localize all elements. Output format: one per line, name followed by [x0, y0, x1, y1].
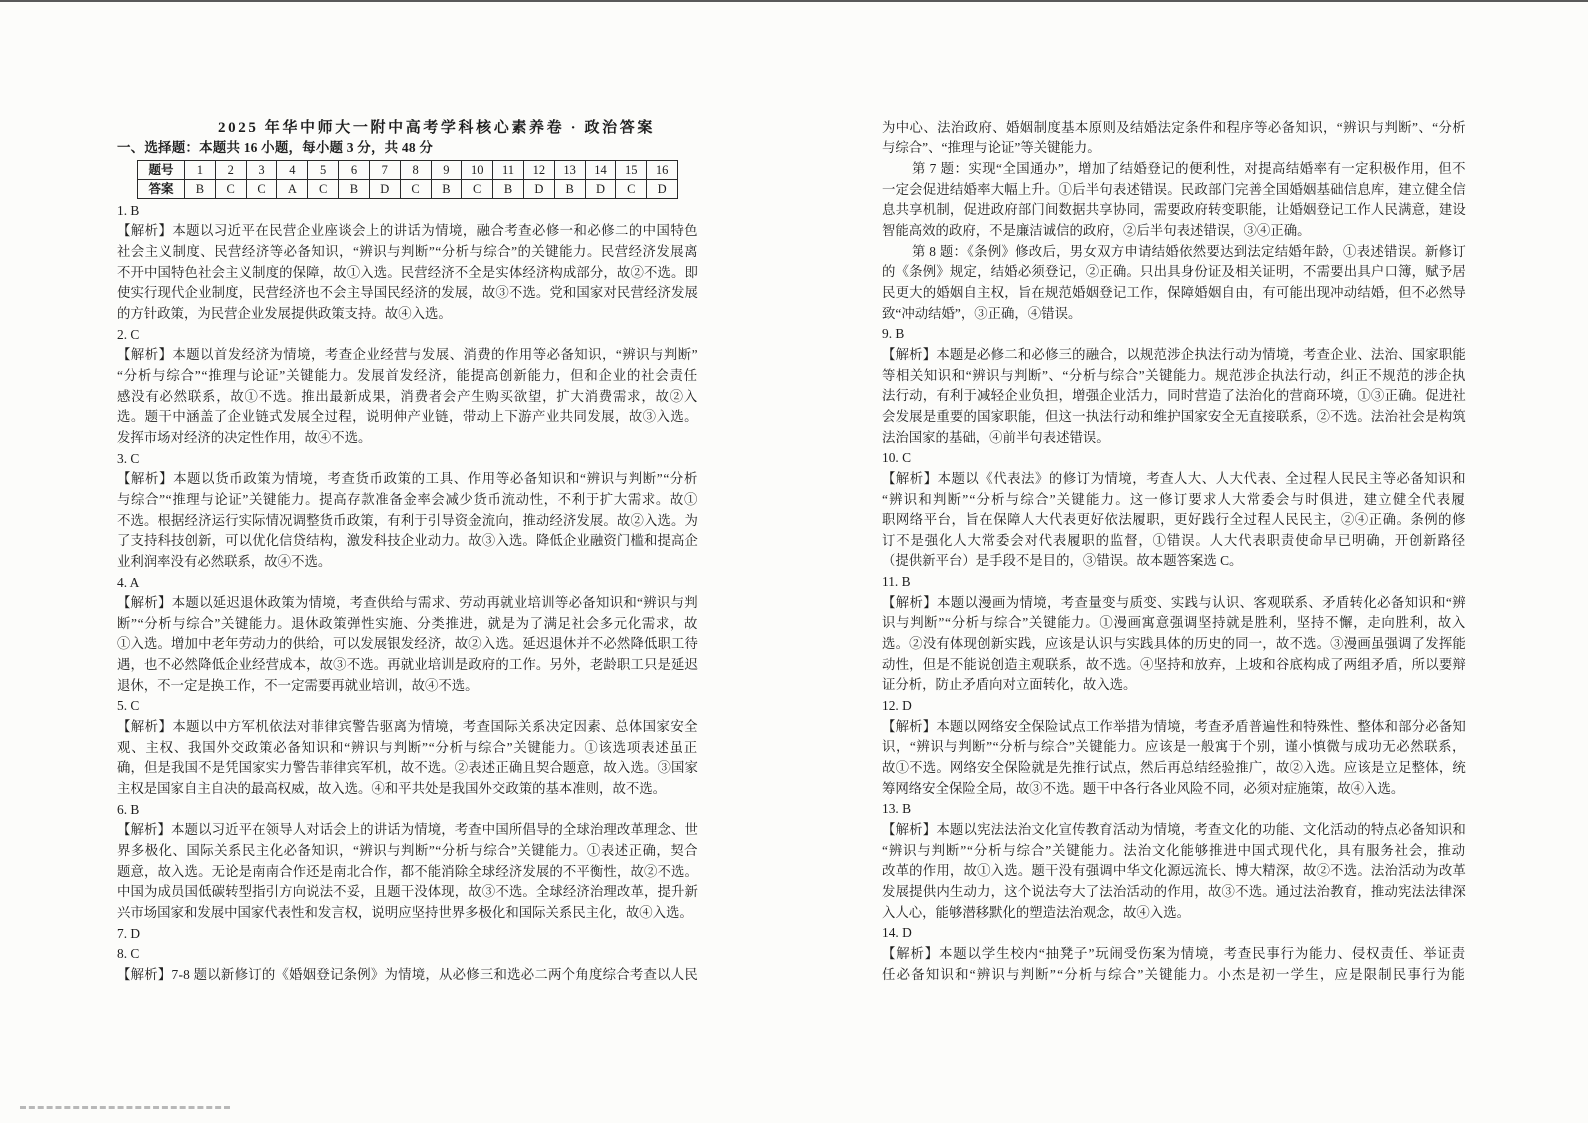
answer-key-item: [882, 696, 1466, 717]
answer-heading: 14. D: [882, 925, 912, 941]
text-line: 主权是国家自主自决的最高权威，故入选。④和平共处是我国外交政策的基本准则，故不选。: [117, 781, 667, 797]
scan-bottom-marks: [20, 1106, 230, 1109]
text-line: 法行动，有利于减轻企业负担，增强企业活力，同时营造了法治化的营商环境，①③正确。促进社: [882, 388, 1466, 404]
text-line: 等相关知识和“辨识与判断”、“分析与综合”关键能力。规范涉企执法行动，纠正不规范的涉企执: [882, 367, 1466, 383]
question-number-label: 题号: [138, 161, 185, 180]
continued-analysis-paragraph: [882, 118, 1466, 159]
analysis-paragraph: [117, 469, 698, 572]
question-number-cell: 4: [277, 161, 308, 180]
answer-key-table: [137, 160, 678, 199]
answer-heading: 11. B: [882, 574, 911, 590]
analysis-paragraph: [117, 221, 698, 324]
text-line: 【解析】本题以中方军机依法对菲律宾警告驱离为情境，考查国际关系决定因素、总体国家安全: [117, 719, 698, 735]
text-line: 【解析】本题以延迟退休政策为情境，考查供给与需求、劳动再就业培训等必备知识和“辨识与判: [117, 595, 698, 611]
answer-cell: D: [585, 180, 616, 199]
analysis-paragraph: [117, 965, 698, 986]
question-number-cell: 9: [431, 161, 462, 180]
answer-heading: 6. B: [117, 801, 140, 817]
answer-cell: C: [246, 180, 277, 199]
text-line: 职网络平台，旨在保障人大代表更好依法履职，更好践行全过程人民民主，②④正确。条例的修: [882, 512, 1466, 528]
answer-heading: 7. D: [117, 925, 141, 941]
text-line: 业利润率没有必然联系，故④不选。: [117, 553, 332, 569]
question-number-cell: 16: [647, 161, 678, 180]
analysis-paragraph: [882, 944, 1466, 985]
answer-key-item: [882, 572, 1466, 593]
text-line: 息共享机制，促进政府部门间数据共享协同，需要政府转变职能，让婚姻登记工作人民满意，建设: [882, 202, 1466, 218]
text-line: 致“冲动结婚”，③正确，④错误。: [882, 305, 1082, 321]
text-line: 法治国家的基础，④前半句表述错误。: [882, 429, 1110, 445]
text-line: 观、主权、我国外交政策必备知识和“辨识与判断”“分析与综合”关键能力。①该选项表述虽正: [117, 739, 698, 755]
text-line: 为中心、法治政府、婚姻制度基本原则及结婚法定条件和程序等必备知识，“辨识与判断”、“分析: [882, 119, 1466, 135]
question-number-cell: 1: [185, 161, 216, 180]
text-line: 改革的作用，故①入选。题干没有强调中华文化源远流长、博大精深，故②不选。法治活动为改革: [882, 863, 1466, 879]
sub-question-analysis: [882, 242, 1466, 325]
answer-heading: 10. C: [882, 450, 912, 466]
answer-cell: C: [616, 180, 647, 199]
answer-cell: D: [369, 180, 400, 199]
text-line: 【解析】本题以宪法法治文化宣传教育活动为情境，考查文化的功能、文化活动的特点必备知识和: [882, 822, 1466, 837]
text-line: 【解析】本题以网络安全保险试点工作举措为情境，考查矛盾普遍性和特殊性、整体和部分必备知: [882, 718, 1466, 734]
text-line: 发展提供内生动力，这个说法夸大了法治活动的作用，故③不选。通过法治教育，推动宪法法律深: [882, 883, 1466, 899]
answer-key-item: [117, 696, 698, 717]
text-line: 【解析】本题以《代表法》的修订为情境，考查人大、人大代表、全过程人民民主等必备知识和: [882, 470, 1466, 486]
text-line: 【解析】本题以首发经济为情境，考查企业经营与发展、消费的作用等必备知识，“辨识与判断”: [117, 347, 698, 363]
answer-heading: 2. C: [117, 326, 140, 342]
question-number-cell: 7: [369, 161, 400, 180]
text-line: ①入选。增加中老年劳动力的供给，可以发展银发经济，故②入选。延迟退休并不必然降低职工待: [117, 636, 698, 652]
section-heading: 一、选择题：本题共 16 小题，每小题 3 分，共 48 分: [117, 140, 433, 155]
text-line: 一定会促进结婚率大幅上升。①后半句表述错误。民政部门完善全国婚姻基础信息库，建立健全信: [882, 181, 1466, 197]
question-number-cell: 8: [400, 161, 431, 180]
answer-cell: C: [462, 180, 493, 199]
answer-heading: 12. D: [882, 698, 912, 714]
text-line: 使实行现代企业制度，民营经济也不会主导国民经济的发展，故③不选。党和国家对民营经济发展: [117, 285, 698, 301]
text-line: 第 8 题：《条例》修改后，男女双方申请结婚依然要达到法定结婚年龄，①表述错误。新修订: [912, 243, 1466, 259]
text-line: 会发展是重要的国家职能，但这一执法行动和维护国家安全无直接联系，②不选。法治社会是构筑: [882, 408, 1466, 424]
answer-key-item: [882, 324, 1466, 345]
text-line: 社会主义制度、民营经济等必备知识，“辨识与判断”“分析与综合”的关键能力。民营经济发展离: [117, 244, 698, 259]
text-line: 订不是强化人大常委会对代表履职的监督，①错误。人大代表职责使命早已明确，开创新路径: [882, 532, 1466, 548]
answer-heading: 4. A: [117, 574, 140, 590]
answer-key-item: [882, 923, 1466, 944]
text-line: 了支持科技创新，可以优化信贷结构，激发科技企业动力。故③入选。降低企业融资门槛和提高企: [117, 533, 698, 549]
answer-heading: 9. B: [882, 326, 905, 342]
text-line: 【解析】本题以漫画为情境，考查量变与质变、实践与认识、客观联系、矛盾转化必备知识和“辨: [882, 594, 1466, 610]
text-line: 不开中国特色社会主义制度的保障，故①入选。民营经济不全是实体经济构成部分，故②不选。即: [117, 264, 698, 280]
text-line: 识与判断”“分析与综合”关键能力。①漫画寓意强调坚持就是胜利，坚持不懈，走向胜利，故入: [882, 615, 1466, 631]
answer-key-item: [117, 944, 698, 965]
text-line: 遇，也不必然降低企业经营成本，故③不选。再就业培训是政府的工作。另外，老龄职工只是延迟: [117, 657, 698, 673]
text-line: 的《条例》规定，结婚必须登记，②正确。只出具身份证及相关证明，不需要出具户口簿，赋予居: [882, 264, 1466, 280]
answer-cell: B: [339, 180, 370, 199]
answer-heading: 13. B: [882, 801, 912, 817]
answer-key-item: [117, 800, 698, 821]
left-column: [117, 201, 698, 986]
answer-cell: B: [431, 180, 462, 199]
text-line: “分析与综合”“推理与论证”关键能力。发展首发经济，能提高创新能力，但和企业的社会责任: [117, 367, 698, 383]
answer-cell: C: [400, 180, 431, 199]
answer-key-item: [882, 448, 1466, 469]
text-line: 故①不选。网络安全保险就是先推行试点，然后再总结经验推广，故②入选。应该是立足整体，统: [882, 760, 1466, 776]
text-line: 入人心，能够潜移默化的塑造法治观念，故④入选。: [882, 904, 1190, 920]
text-line: 选。②没有体现创新实践，应该是认识与实践具体的历史的同一，故不选。③漫画虽强调了发挥能: [882, 636, 1466, 652]
text-line: 退休，不一定是换工作，不一定需要再就业培训，故④不选。: [117, 677, 479, 693]
answer-cell: B: [185, 180, 216, 199]
answer-heading: 3. C: [117, 450, 140, 466]
answer-cell: B: [493, 180, 524, 199]
question-number-row: [138, 161, 678, 180]
text-line: 【解析】本题以货币政策为情境，考查货币政策的工具、作用等必备知识和“辨识与判断”“分析: [117, 471, 698, 487]
answer-cell: C: [215, 180, 246, 199]
text-line: 与综合”、“推理与论证”等关键能力。: [882, 140, 1101, 156]
question-number-cell: 10: [462, 161, 493, 180]
question-number-cell: 3: [246, 161, 277, 180]
answer-cell: A: [277, 180, 308, 199]
analysis-paragraph: [882, 469, 1466, 572]
text-line: 证分析，防止矛盾向对立面转化，故入选。: [882, 677, 1137, 693]
answer-key-item: [117, 201, 698, 222]
text-line: （提供新平台）是手段不是目的，③错误。故本题答案选 C。: [882, 553, 1243, 569]
text-line: 发挥市场对经济的决定性作用，故④不选。: [117, 429, 372, 445]
text-line: 智能高效的政府，不是廉洁诚信的政府，②后半句表述错误，③④正确。: [882, 222, 1311, 238]
text-line: 中国为成员国低碳转型指引方向说法不妥，且题干没体现，故③不选。全球经济治理改革，提升新: [117, 884, 698, 900]
analysis-paragraph: [117, 717, 698, 800]
answer-cell: D: [523, 180, 554, 199]
text-line: 断”“分析与综合”关键能力。退休政策弹性实施、分类推进，就是为了满足社会多元化需求，故: [117, 615, 698, 631]
answer-key-item: [117, 924, 698, 945]
text-line: 【解析】本题以习近平在民营企业座谈会上的讲话为情境，融合考查必修一和必修二的中国特色: [117, 223, 698, 239]
analysis-paragraph: [882, 820, 1466, 923]
answer-cell: B: [554, 180, 585, 199]
text-line: 不选。根据经济运行实际情况调整货币政策，有利于引导资金流向，推动经济发展。故②入选。为: [117, 512, 698, 528]
text-line: “辨识和判断”“分析与综合”关键能力。这一修订要求人大常委会与时俱进，建立健全代表履: [882, 491, 1466, 507]
text-line: 民更大的婚姻自主权，旨在规范婚姻登记工作，保障婚姻自由，有可能出现冲动结婚，但不必然导: [882, 284, 1466, 300]
answer-heading: 5. C: [117, 698, 140, 714]
text-line: 任必备知识和“辨识与判断”“分析与综合”关键能力。小杰是初一学生，应是限制民事行为能: [882, 966, 1466, 982]
question-number-cell: 15: [616, 161, 647, 180]
text-line: 动性，但是不能说创造主观联系，故不选。④坚持和放弃，上坡和谷底构成了两组矛盾，所以要辩: [882, 656, 1466, 672]
text-line: 第 7 题：实现“全国通办”，增加了结婚登记的便利性，对提高结婚率有一定积极作用，但不: [912, 161, 1466, 176]
text-line: 【解析】本题以学生校内“抽凳子”玩闹受伤案为情境，考查民事行为能力、侵权责任、举证责: [882, 945, 1466, 961]
answer-cell: C: [308, 180, 339, 199]
analysis-paragraph: [117, 345, 698, 448]
question-number-cell: 14: [585, 161, 616, 180]
answer-heading: 8. C: [117, 946, 140, 962]
document-title: 2025 年华中师大一附中高考学科核心素养卷 · 政治答案: [218, 120, 655, 136]
text-line: 与综合”“推理与论证”关键能力。提高存款准备金率会减少货币流动性，不利于扩大需求。故①: [117, 491, 698, 507]
analysis-paragraph: [882, 345, 1466, 448]
answer-cell: D: [647, 180, 678, 199]
answer-key-item: [117, 573, 698, 594]
text-line: 兴市场国家和发展中国家代表性和发言权，说明应坚持世界多极化和国际关系民主化，故④入选。: [117, 905, 693, 920]
text-line: “辨识与判断”“分析与综合”关键能力。法治文化能够推进中国式现代化，具有服务社会，推动: [882, 842, 1466, 858]
question-number-cell: 11: [493, 161, 524, 180]
scan-top-edge: [0, 0, 1588, 2]
text-line: 【解析】7-8 题以新修订的《婚姻登记条例》为情境，从必修三和选必二两个角度综合考查以人民: [117, 966, 698, 982]
analysis-paragraph: [882, 717, 1466, 800]
answer-row: [138, 180, 678, 199]
text-line: 的方针政策，为民营企业发展提供政策支持。故④入选。: [117, 305, 452, 321]
text-line: 感没有必然联系，故①不选。推出最新成果，消费者会产生购买欲望，扩大消费需求，故②入: [117, 388, 698, 404]
question-number-cell: 6: [339, 161, 370, 180]
text-line: 确，但是我国不是凭国家实力警告菲律宾军机，故不选。②表述正确且契合题意，故入选。③国家: [117, 760, 698, 776]
text-line: 选。题干中涵盖了企业链式发展全过程，说明伸产业链，带动上下游产业共同发展，故③入选。: [117, 409, 698, 425]
right-column: [882, 118, 1466, 986]
question-number-cell: 13: [554, 161, 585, 180]
answer-key-item: [882, 799, 1466, 820]
answer-label: 答案: [138, 180, 185, 199]
text-line: 识，“辨识与判断”“分析与综合”关键能力。应该是一般寓于个别，谨小慎微与成功无必然联系，: [882, 739, 1466, 755]
text-line: 筹网络安全保险全局，故③不选。题干中各行各业风险不同，必须对症施策，故④入选。: [882, 780, 1405, 796]
text-line: 题意，故入选。无论是南南合作还是南北合作，都不能消除全球经济发展的不平衡性，故②不选。: [117, 863, 698, 879]
analysis-paragraph: [117, 820, 698, 923]
analysis-paragraph: [882, 593, 1466, 696]
question-number-cell: 12: [523, 161, 554, 180]
answer-key-item: [117, 449, 698, 470]
answer-heading: 1. B: [117, 202, 140, 218]
text-line: 【解析】本题以习近平在领导人对话会上的讲话为情境，考查中国所倡导的全球治理改革理念、世: [117, 822, 698, 838]
text-line: 【解析】本题是必修二和必修三的融合，以规范涉企执法行动为情境，考查企业、法治、国家职能: [882, 346, 1466, 362]
sub-question-analysis: [882, 159, 1466, 242]
analysis-paragraph: [117, 593, 698, 696]
question-number-cell: 5: [308, 161, 339, 180]
answer-key-item: [117, 325, 698, 346]
question-number-cell: 2: [215, 161, 246, 180]
text-line: 界多极化、国际关系民主化必备知识，“辨识与判断”“分析与综合”关键能力。①表述正确，契合: [117, 843, 698, 859]
